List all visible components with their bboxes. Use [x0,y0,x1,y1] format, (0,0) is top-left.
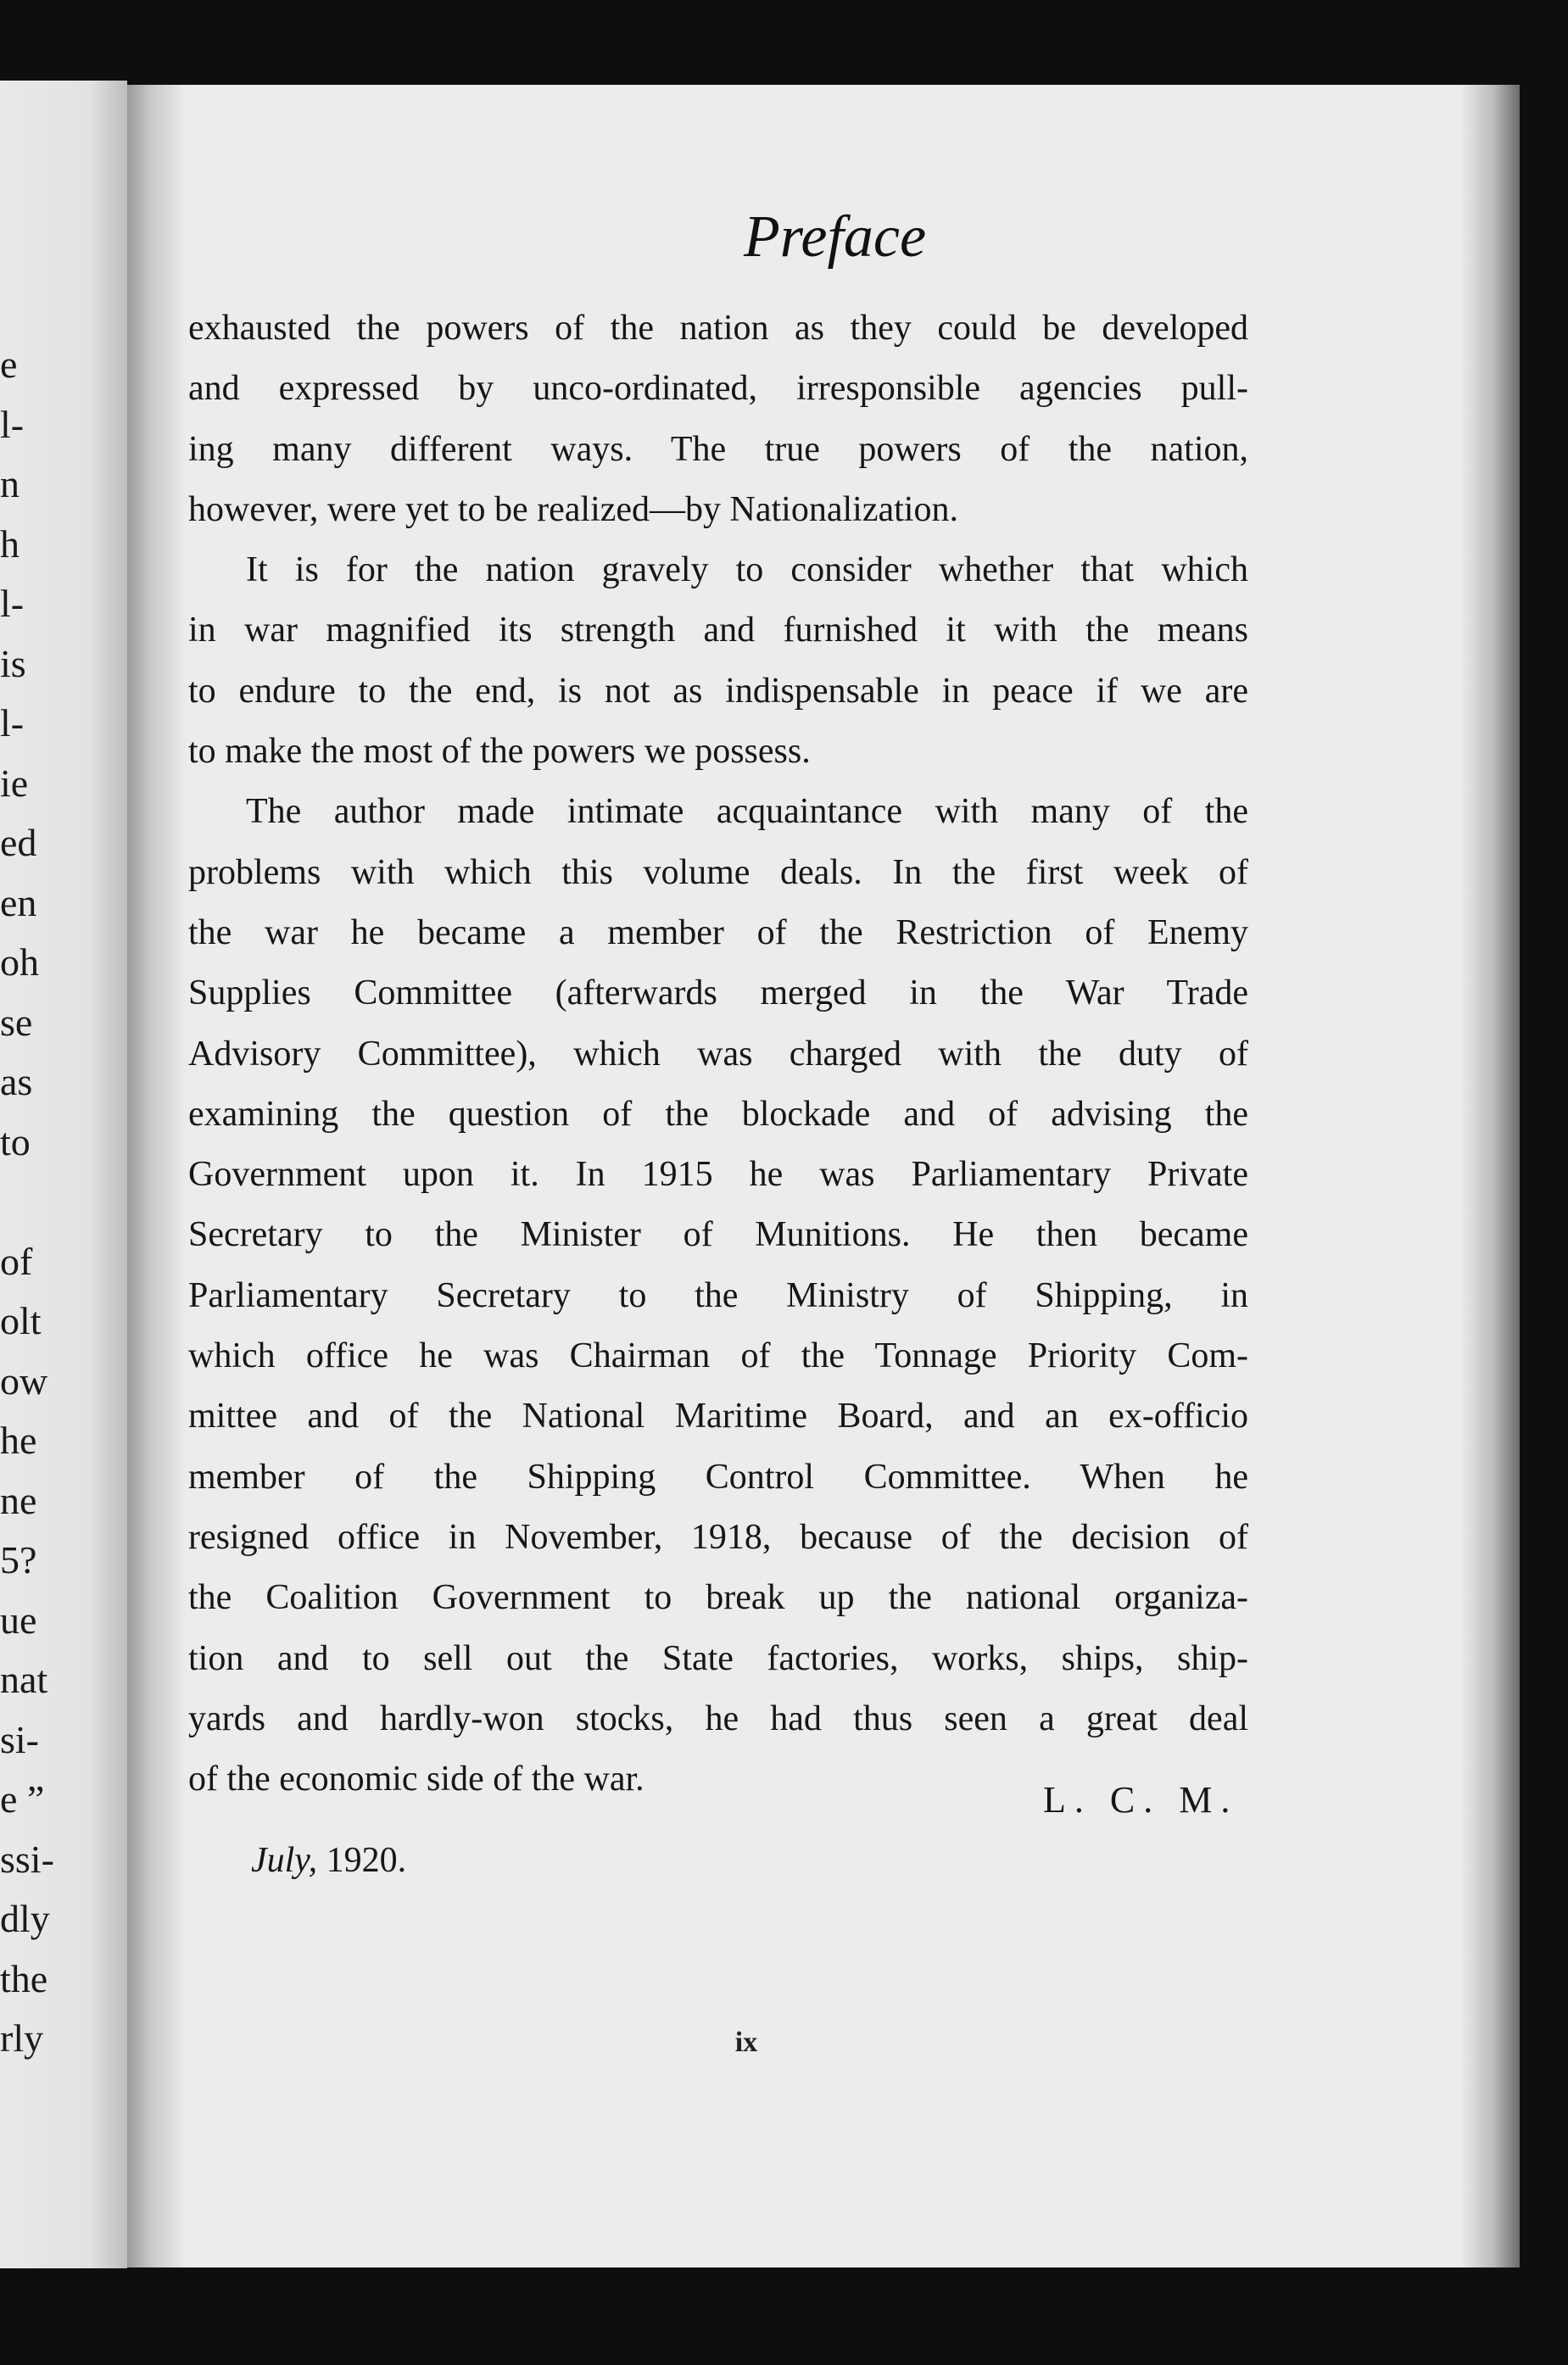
page-edge-shadow [1460,85,1520,2267]
facing-page-fragment: ie [0,761,29,805]
author-initials: L. C. M. [1043,1779,1239,1821]
text-line: resigned office in November, 1918, because of the decision of [188,1517,1248,1557]
text-line: exhausted the powers of the nation as they could be developed [188,309,1248,348]
text-line: Secretary to the Minister of Munitions. He then became [188,1215,1248,1255]
facing-page-fragment: of [0,1239,33,1283]
facing-page-fragment: ow [0,1358,48,1403]
text-line: the Coalition Government to break up the national organiza- [188,1578,1248,1618]
facing-page-fragment: h [0,522,20,566]
facing-page-fragment: dly [0,1897,50,1940]
facing-page-fragment: en [0,880,37,924]
facing-page-fragment: l- [0,582,25,625]
date-line [251,1840,590,1881]
text-line: mittee and of the National Maritime Board, and an ex-officio [188,1397,1248,1436]
text-line: The author made intimate acquaintance with many of the [246,792,1248,832]
facing-page-fragment: nat [0,1658,48,1701]
text-line: to make the most of the powers we possess. [188,732,811,772]
text-line: and expressed by unco-ordinated, irresponsible agencies pull- [188,369,1248,409]
text-line: of the economic side of the war. [188,1760,644,1799]
facing-page-fragment: he [0,1419,37,1462]
facing-page-text-fragments [0,335,76,2069]
text-line: the war he became a member of the Restriction of Enemy [188,912,1248,952]
facing-page-fragment: n [0,462,20,505]
text-line: Supplies Committee (afterwards merged in the War Trade [188,973,1248,1013]
facing-page-fragment: the [0,1956,48,2000]
page-number: ix [734,2027,758,2058]
facing-page-fragment: to [0,1119,31,1163]
date-month: July, [251,1841,318,1880]
gutter-shadow [127,85,187,2267]
facing-page-fragment: rly [0,2016,44,2060]
text-line: examining the question of the blockade and of advising the [188,1094,1248,1134]
text-line: in war magnified its strength and furnished it with the means [188,611,1248,650]
text-line: ing many different ways. The true powers of the nation, [188,429,1248,469]
facing-page-fragment: 5? [0,1538,37,1581]
facing-page-fragment: se [0,1000,33,1044]
text-line: problems with which this volume deals. In the first week of [188,852,1248,892]
text-line: Parliamentary Secretary to the Ministry of Shipping, in [188,1275,1248,1315]
facing-page-fragment: ne [0,1478,37,1522]
facing-page-fragment: ue [0,1598,37,1642]
facing-page-fragment: l- [0,701,25,745]
facing-page-fragment [0,1172,76,1232]
facing-page-edge [0,81,127,2268]
preface-body [188,298,1248,1810]
text-line: Government upon it. In 1915 he was Parliamentary Private [188,1155,1248,1195]
text-line: to endure to the end, is not as indispensable in peace if we are [188,671,1248,711]
facing-page-fragment: e ” [0,1777,45,1821]
text-line: yards and hardly-won stocks, he had thus seen a great deal [188,1698,1248,1738]
facing-page-fragment: is [0,641,26,685]
text-line: It is for the nation gravely to consider whether that which [246,550,1248,590]
facing-page-fragment: oh [0,940,39,984]
text-line: however, were yet to be realized—by Nationalization. [188,489,958,529]
facing-page-fragment: l- [0,402,25,446]
facing-page-fragment: as [0,1060,33,1103]
text-line: tion and to sell out the State factories, works, ships, ship- [188,1638,1248,1678]
facing-page-fragment: olt [0,1299,42,1342]
text-line: member of the Shipping Control Committee. When he [188,1457,1248,1497]
facing-page-fragment: ssi- [0,1837,54,1881]
text-line: which office he was Chairman of the Tonnage Priority Com- [188,1336,1248,1376]
running-head: Preface [743,204,927,270]
date-year: 1920. [326,1841,407,1880]
facing-page-fragment: e [0,343,18,386]
facing-page-fragment: si- [0,1717,39,1761]
facing-page-fragment: ed [0,821,37,864]
text-line: Advisory Committee), which was charged with the duty of [188,1034,1248,1074]
